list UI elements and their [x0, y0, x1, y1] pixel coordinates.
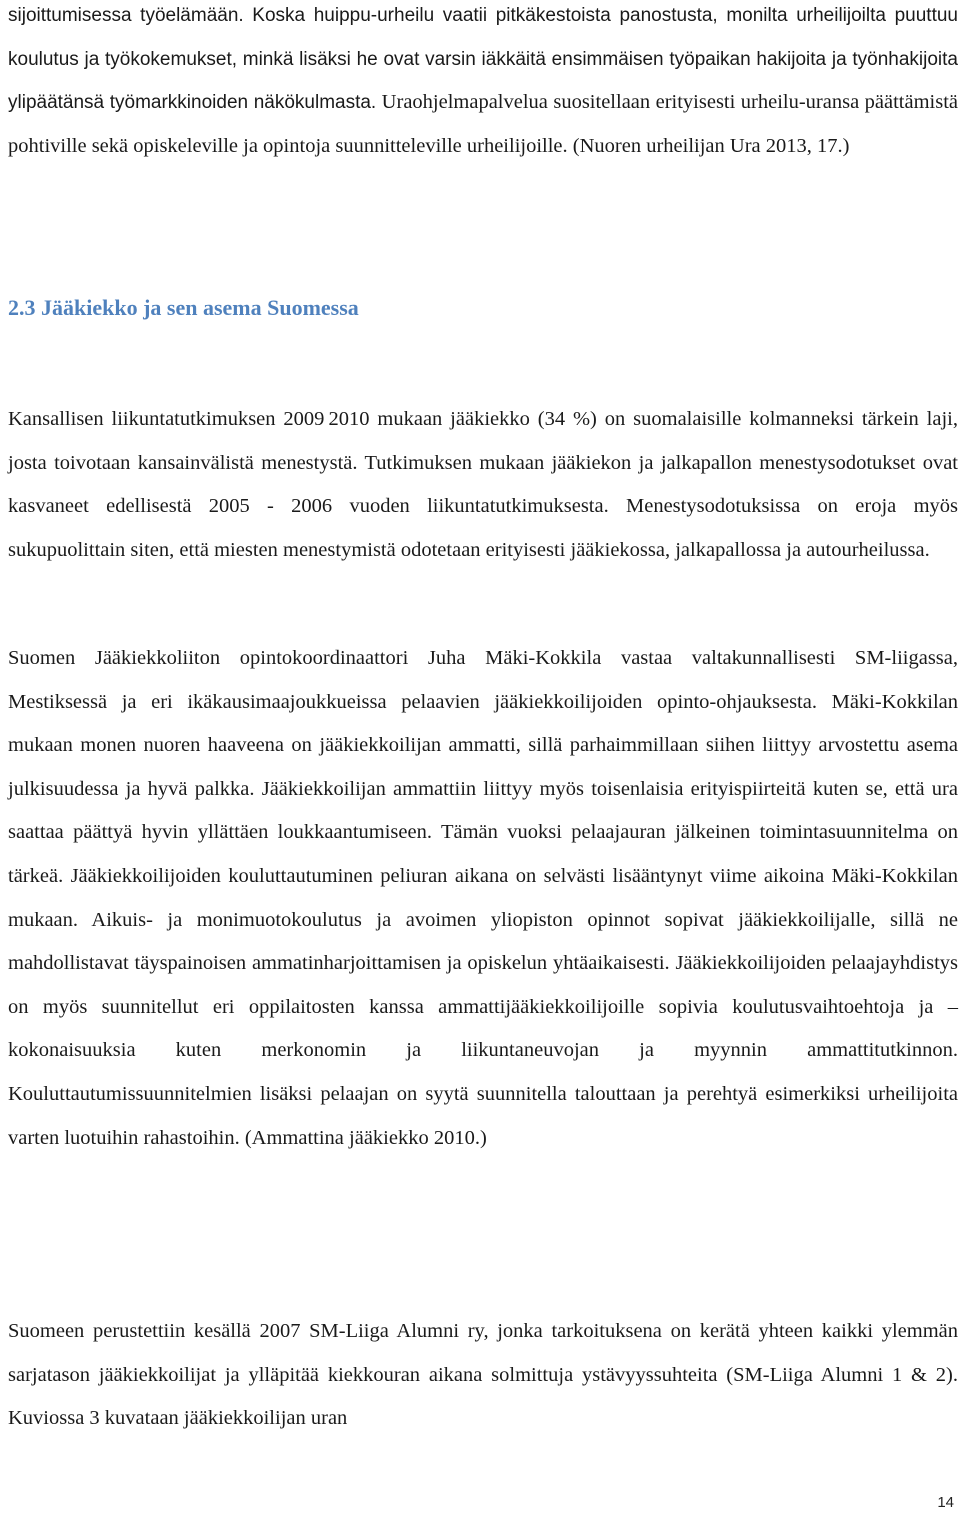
section-heading: 2.3 Jääkiekko ja sen asema Suomessa	[8, 295, 359, 320]
intro-paragraph-sans-text: sijoittumisessa työelämään. Koska huippu-urheilu vaatii pitkäkestoista panostusta, monilta urheilijoilta puuttuu koulutus ja työkokemukset, minkä lisäksi he ovat varsin iäkkäitä ensimmäisen työpaikan hakijoita ja työnhakijoita ylipäätänsä työmarkkinoiden näkökulmasta.	[8, 5, 958, 114]
intro-paragraph	[8, 0, 958, 168]
page-number: 14	[937, 1494, 954, 1511]
body-paragraph-3: Suomeen perustettiin kesällä 2007 SM-Liiga Alumni ry, jonka tarkoituksena on kerätä yhteen kaikki ylemmän sarjatason jääkiekkoilijat ja ylläpitää kiekkouran aikana solmittuja ystävyyssuhteita (SM-Liiga Alumni 1 & 2). Kuviossa 3 kuvataan jääkiekkoilijan uran	[8, 1320, 958, 1430]
body-paragraph-2: Suomen Jääkiekkoliiton opintokoordinaattori Juha Mäki-Kokkila vastaa valtakunnallisesti SM-liigassa, Mestiksessä ja eri ikäkausimaajoukkueissa pelaavien jääkiekkoilijoiden opinto-ohjauksesta. Mäki-Kokkilan mukaan monen nuoren haaveena on jääkiekkoilijan ammatti, sillä parhaimmillaan siihen liittyy arvostettu asema julkisuudessa ja hyvä palkka. Jääkiekkoilijan ammattiin liittyy myös toisenlaisia erityispiirteitä kuten se, että ura saattaa päättyä hyvin yllättäen loukkaantumiseen. Tämän vuoksi pelaajauran jälkeinen toimintasuunnitelma on tärkeä. Jääkiekkoilijoiden kouluttautuminen peliuran aikana on selvästi lisääntynyt viime aikoina Mäki-Kokkilan mukaan. Aikuis- ja monimuotokoulutus ja avoimen yliopiston opinnot sopivat jääkiekkoilijalle, sillä ne mahdollistavat täyspainoisen ammatinharjoittamisen ja opiskelun yhtäaikaisesti. Jääkiekkoilijoiden pelaajayhdistys on myös suunnitellut eri oppilaitosten kanssa ammattijääkiekkoilijoille sopivia koulutusvaihtoehtoja ja –kokonaisuuksia kuten merkonomin ja liikuntaneuvojan ja myynnin ammattitutkinnon. Kouluttautumissuunnitelmien lisäksi pelaajan on syytä suunnitella talouttaan ja perehtyä esimerkiksi urheilijoita varten luotuihin rahastoihin. (Ammattina jääkiekko 2010.)	[8, 647, 958, 1149]
intro-paragraph-serif-text: Uraohjelmapalvelua suositellaan erityisesti urheilu-uransa päättämistä pohtiville sekä opiskeleville ja opintoja suunnitteleville urheilijoille. (Nuoren urheilijan Ura 2013, 17.)	[8, 91, 958, 157]
body-paragraph-1: Kansallisen liikuntatutkimuksen 2009 2010 mukaan jääkiekko (34 %) on suomalaisille kolmanneksi tärkein laji, josta toivotaan kansainvälistä menestystä. Tutkimuksen mukaan jääkiekon ja jalkapallon menestysodotukset ovat kasvaneet edellisestä 2005 - 2006 vuoden liikuntatutkimuksesta. Menestysodotuksissa on eroja myös sukupuolittain siten, että miesten menestymistä odotetaan erityisesti jääkiekossa, jalkapallossa ja autourheilussa.	[8, 408, 958, 561]
